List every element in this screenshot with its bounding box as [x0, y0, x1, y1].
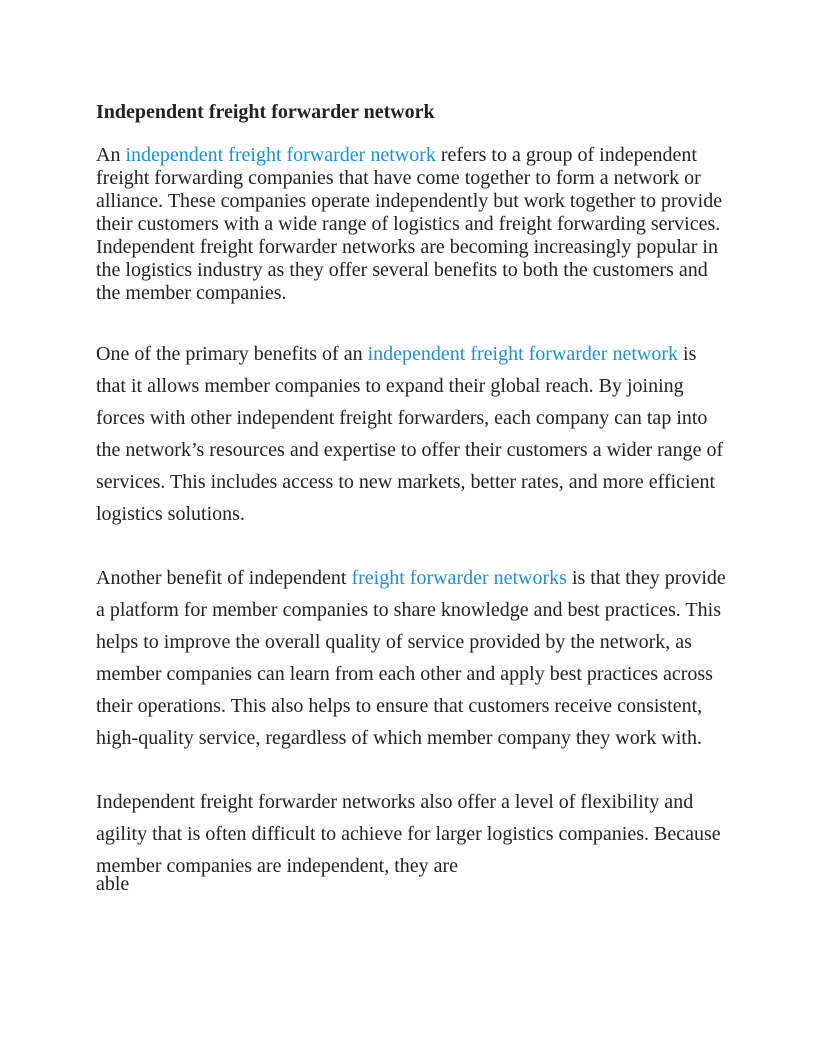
network-link-1[interactable]: independent freight forwarder network	[125, 144, 436, 166]
document-page	[96, 100, 726, 894]
paragraph-3	[96, 562, 726, 754]
paragraph-3-post: is that they provide a platform for member companies to share knowledge and best practices. This helps to improve the overall quality of service provided by the network, as member companies can learn from each other and apply best practices across their operations. This also helps to ensure that customers receive consistent, high-quality service, regardless of which member company they work with.	[96, 567, 726, 749]
page-title: Independent freight forwarder network	[96, 101, 435, 123]
paragraph-4-last-word: able	[96, 873, 130, 895]
paragraph-1-post: refers to a group of independent freight forwarding companies that have come together to form a network or alliance. These companies operate independently but work together to provide their customers with a wide range of logistics and freight forwarding services. Independent freight forwarder networks are becoming increasingly popular in the logistics industry as they offer several benefits to both the customers and the member companies.	[96, 144, 723, 304]
paragraph-2	[96, 338, 726, 530]
paragraph-3-pre: Another benefit of independent	[96, 567, 352, 589]
paragraph-4-text: Independent freight forwarder networks also offer a level of flexibility and agility that is often difficult to achieve for larger logistics companies. Because member companies are independent, they are	[96, 791, 721, 877]
paragraph-2-post: is that it allows member companies to expand their global reach. By joining forces with other independent freight forwarders, each company can tap into the network’s resources and expertise to offer their customers a wider range of services. This includes access to new markets, better rates, and more efficient logistics solutions.	[96, 343, 724, 525]
paragraph-4	[96, 786, 726, 894]
paragraph-1-pre: An	[96, 144, 126, 166]
paragraph-1	[96, 144, 726, 305]
paragraph-2-pre: One of the primary benefits of an	[96, 343, 368, 365]
network-link-3[interactable]: freight forwarder networks	[351, 567, 567, 589]
network-link-2[interactable]: independent freight forwarder network	[367, 343, 679, 365]
